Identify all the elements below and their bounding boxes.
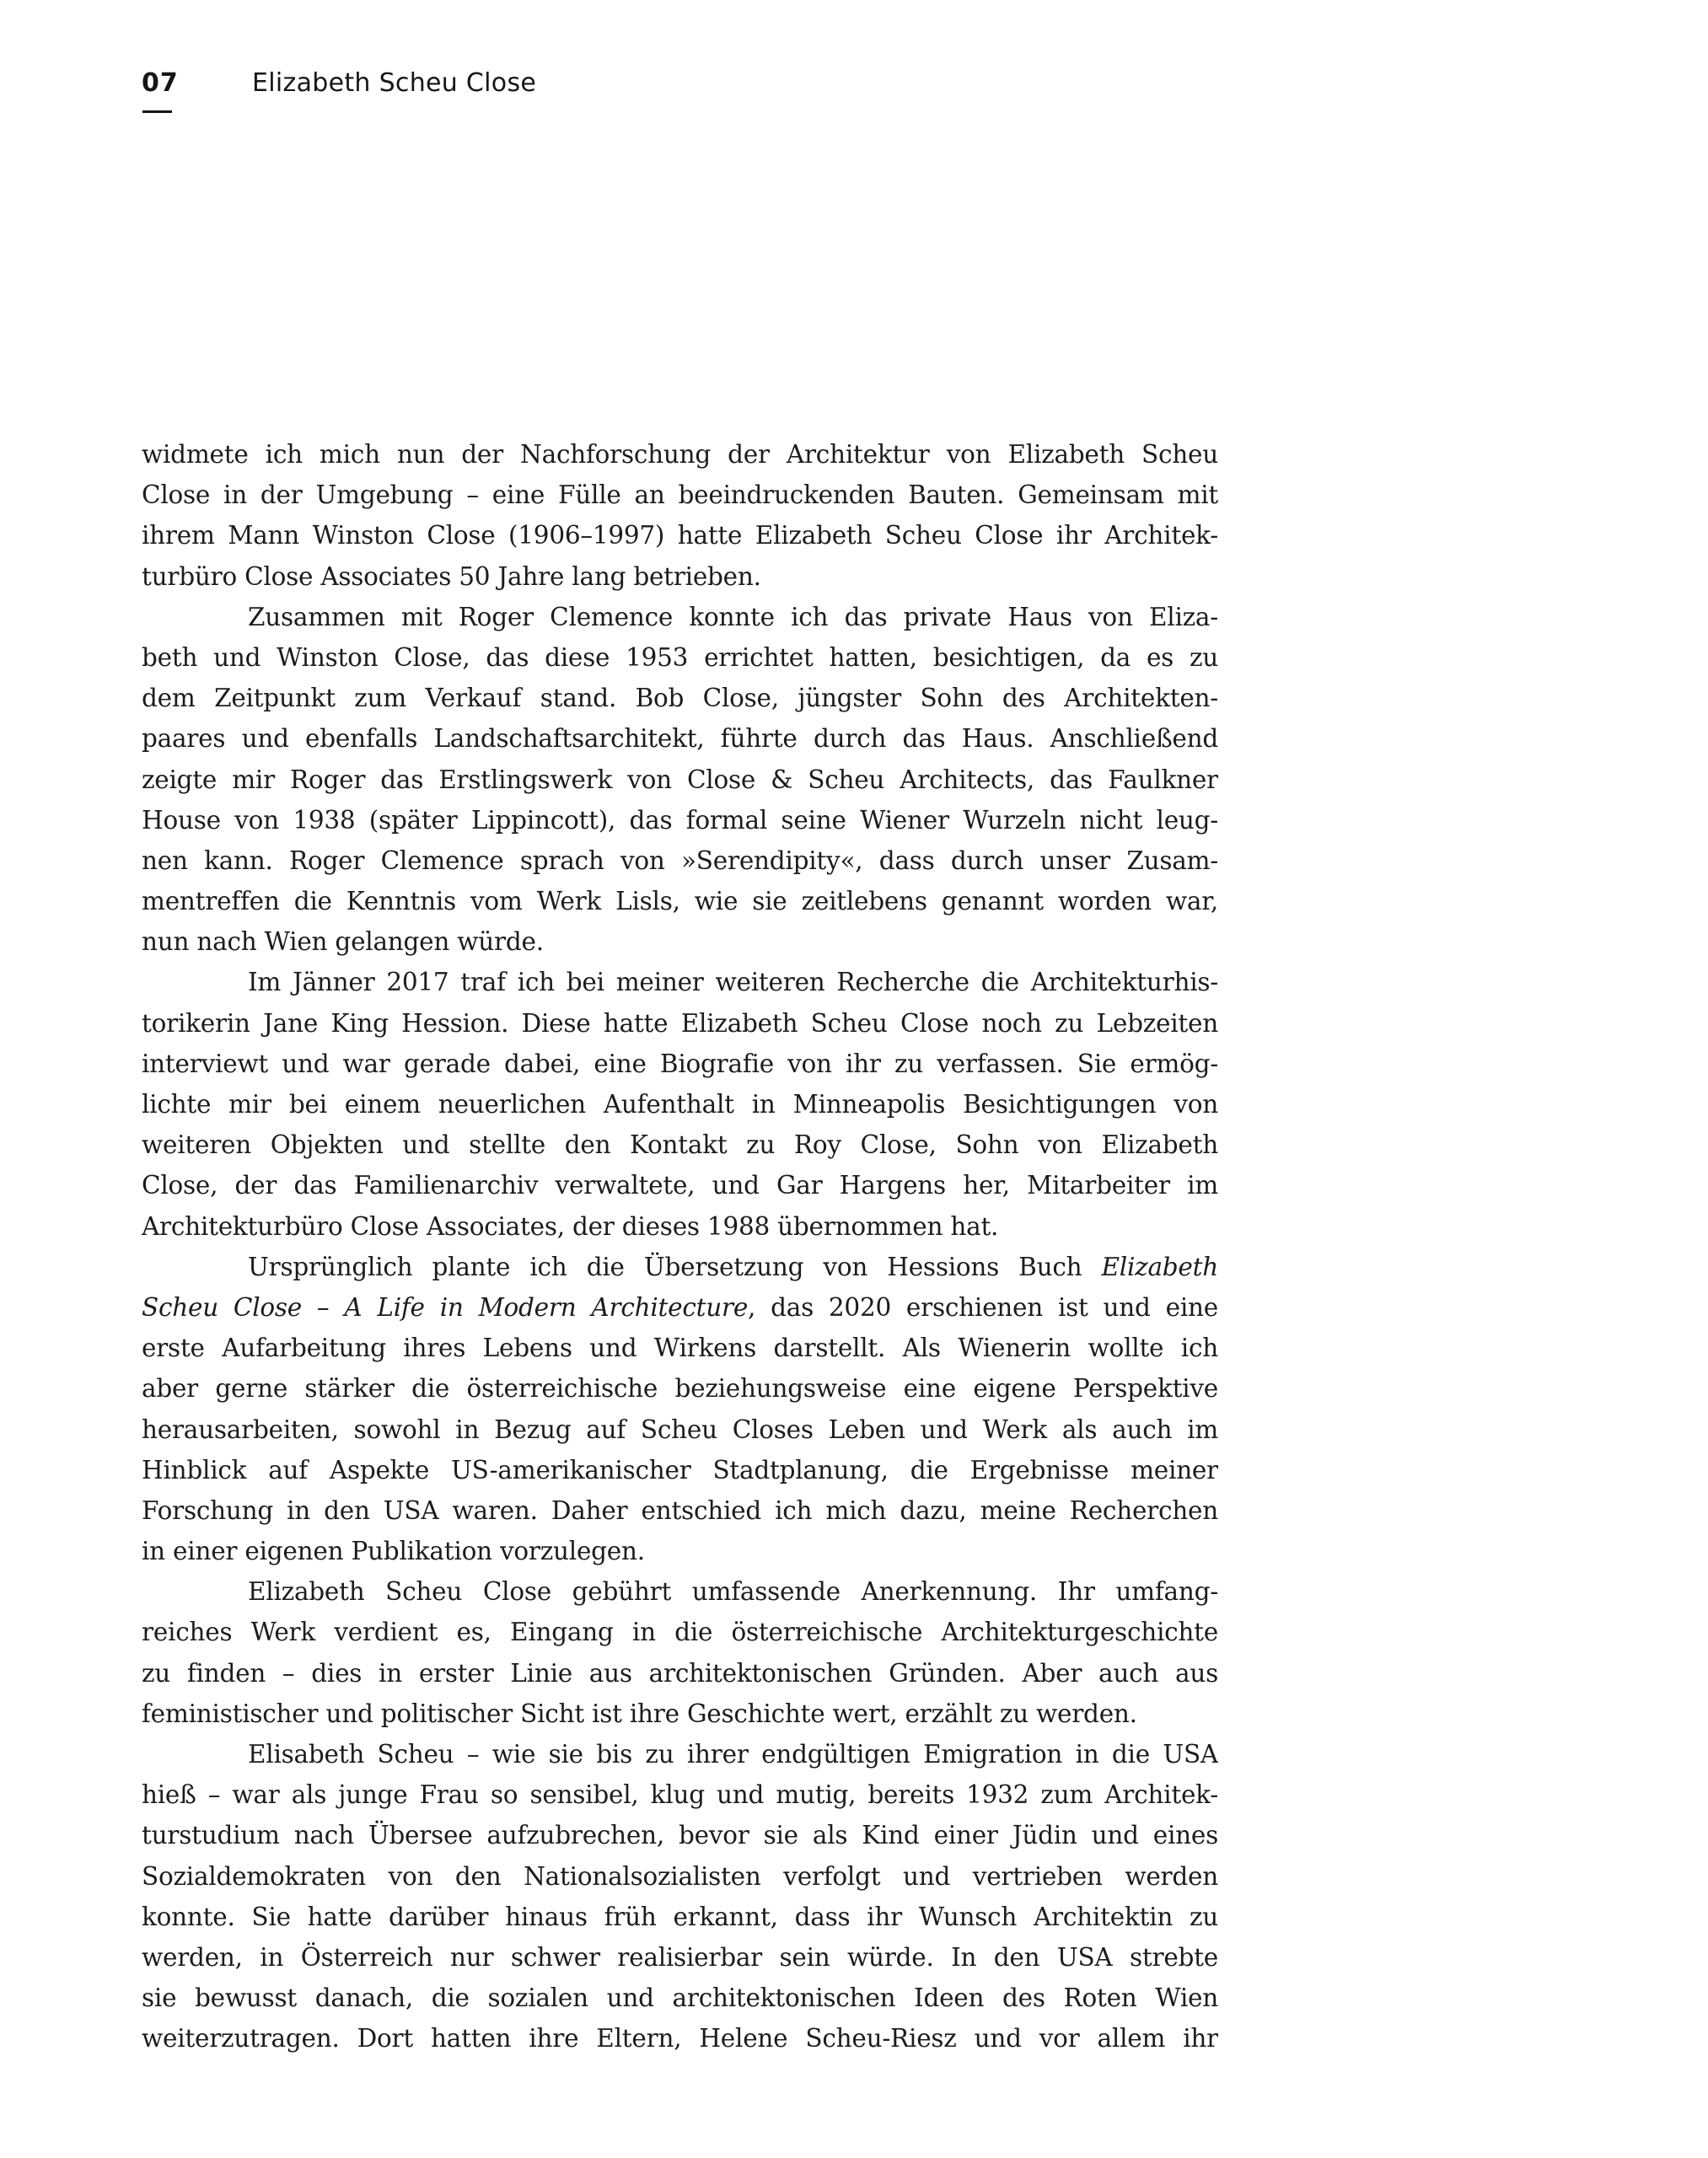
text-line <box>142 1734 1218 1774</box>
text-segment: zu finden – dies in erster Linie aus architektonischen Gründen. Aber auch aus <box>142 1658 1218 1688</box>
text-segment: reiches Werk verdient es, Eingang in die österreichische Architekturgeschichte <box>142 1618 1218 1647</box>
text-line <box>142 1003 1218 1044</box>
text-line <box>142 1815 1218 1855</box>
text-segment: torikerin Jane King Hession. Diese hatte Elizabeth Scheu Close noch zu Lebzeiten <box>142 1008 1218 1038</box>
text-line <box>142 1044 1218 1084</box>
text-line <box>142 434 1218 475</box>
text-line <box>142 840 1218 881</box>
text-segment: Sozialdemokraten von den Nationalsozialisten verfolgt und vertrieben werden <box>142 1861 1218 1891</box>
text-segment: werden, in Österreich nur schwer realisierbar sein würde. In den USA strebte <box>142 1942 1218 1972</box>
text-line <box>142 1978 1218 2018</box>
text-segment: widmete ich mich nun der Nachforschung der Architektur von Elizabeth Scheu <box>142 440 1218 469</box>
text-segment: House von 1938 (später Lippincott), das formal seine Wiener Wurzeln nicht leug- <box>142 805 1218 835</box>
text-segment: feministischer und politischer Sicht ist ihre Geschichte wert, erzählt zu werden. <box>142 1699 1137 1728</box>
text-line <box>142 1571 1218 1612</box>
text-segment: konnte. Sie hatte darüber hinaus früh erkannt, dass ihr Wunsch Architektin zu <box>142 1902 1218 1931</box>
text-line <box>142 1287 1218 1328</box>
text-segment: ihrem Mann Winston Close (1906–1997) hatte Elizabeth Scheu Close ihr Architek- <box>142 521 1218 550</box>
text-line <box>142 1856 1218 1897</box>
text-segment: turstudium nach Übersee aufzubrechen, bevor sie als Kind einer Jüdin und eines <box>142 1821 1218 1850</box>
text-segment: lichte mir bei einem neuerlichen Aufenthalt in Minneapolis Besichtigungen von <box>142 1090 1218 1119</box>
text-segment: interviewt und war gerade dabei, eine Biografie von ihr zu verfassen. Sie ermög- <box>142 1049 1218 1078</box>
text-segment: paares und ebenfalls Landschaftsarchitekt, führte durch das Haus. Anschließend <box>142 724 1218 754</box>
text-line <box>142 1084 1218 1125</box>
page-number: 07 <box>142 68 179 98</box>
text-segment: herausarbeiten, sowohl in Bezug auf Scheu Closes Leben und Werk als auch im <box>142 1415 1218 1444</box>
text-line <box>142 1165 1218 1205</box>
text-segment: Architekturbüro Close Associates, der dieses 1988 übernommen hat. <box>142 1211 999 1241</box>
text-line <box>142 475 1218 515</box>
text-line <box>142 1694 1218 1734</box>
text-segment: Elisabeth Scheu – wie sie bis zu ihrer endgültigen Emigration in die USA <box>248 1740 1218 1769</box>
text-line <box>142 1368 1218 1409</box>
text-line <box>142 597 1218 637</box>
text-segment: mentreffen die Kenntnis vom Werk Lisls, wie sie zeitlebens genannt worden war, <box>142 887 1218 916</box>
text-line <box>142 2018 1218 2059</box>
text-segment: hieß – war als junge Frau so sensibel, klug und mutig, bereits 1932 zum Architek- <box>142 1780 1218 1810</box>
text-segment: , das 2020 erschienen ist und eine <box>748 1292 1218 1322</box>
text-line <box>142 1897 1218 1937</box>
text-segment: Hinblick auf Aspekte US-amerikanischer Stadtplanung, die Ergebnisse meiner <box>142 1455 1218 1484</box>
body-text-block <box>142 434 1218 2059</box>
book-title-italic: Elizabeth <box>1101 1252 1218 1281</box>
text-segment: Close, der das Familienarchiv verwaltete, und Gar Hargens her, Mitarbeiter im <box>142 1171 1218 1200</box>
text-segment: in einer eigenen Publikation vorzulegen. <box>142 1537 645 1566</box>
text-line <box>142 1612 1218 1652</box>
book-title-italic: Scheu Close – A Life in Modern Architecture <box>142 1292 749 1322</box>
text-line <box>142 1531 1218 1571</box>
text-segment: dem Zeitpunkt zum Verkauf stand. Bob Close, jüngster Sohn des Architekten- <box>142 684 1218 713</box>
text-segment: aber gerne stärker die österreichische beziehungsweise eine eigene Perspektive <box>142 1374 1218 1404</box>
text-segment: Ursprünglich plante ich die Übersetzung von Hessions Buch <box>248 1252 1102 1281</box>
text-line <box>142 1490 1218 1531</box>
text-line <box>142 515 1218 556</box>
text-segment: weiteren Objekten und stellte den Kontakt zu Roy Close, Sohn von Elizabeth <box>142 1130 1218 1160</box>
text-segment: erste Aufarbeitung ihres Lebens und Wirkens darstellt. Als Wienerin wollte ich <box>142 1334 1218 1363</box>
text-segment: beth und Winston Close, das diese 1953 errichtet hatten, besichtigen, da es zu <box>142 642 1218 672</box>
text-line <box>142 718 1218 759</box>
text-line <box>142 881 1218 921</box>
text-segment: Im Jänner 2017 traf ich bei meiner weiteren Recherche die Architekturhis- <box>248 968 1218 997</box>
text-line <box>142 1125 1218 1165</box>
text-segment: sie bewusst danach, die sozialen und architektonischen Ideen des Roten Wien <box>142 1984 1218 2013</box>
text-segment: Elizabeth Scheu Close gebührt umfassende Anerkennung. Ihr umfang- <box>248 1577 1218 1607</box>
text-line <box>142 1937 1218 1978</box>
text-segment: nun nach Wien gelangen würde. <box>142 927 544 957</box>
text-line <box>142 921 1218 962</box>
text-segment: Close in der Umgebung – eine Fülle an beeindruckenden Bauten. Gemeinsam mit <box>142 480 1218 510</box>
text-line <box>142 1247 1218 1287</box>
chapter-title: Elizabeth Scheu Close <box>252 68 537 98</box>
text-line <box>142 1409 1218 1450</box>
text-line <box>142 760 1218 800</box>
text-line <box>142 1328 1218 1368</box>
text-line <box>142 1450 1218 1490</box>
text-segment: turbüro Close Associates 50 Jahre lang betrieben. <box>142 561 761 591</box>
text-line <box>142 962 1218 1002</box>
text-line <box>142 556 1218 597</box>
text-line <box>142 637 1218 678</box>
text-segment: Forschung in den USA waren. Daher entschied ich mich dazu, meine Recherchen <box>142 1495 1218 1525</box>
page-number-underline <box>142 110 172 113</box>
text-line <box>142 800 1218 840</box>
text-segment: Zusammen mit Roger Clemence konnte ich das private Haus von Eliza- <box>248 602 1218 631</box>
text-segment: zeigte mir Roger das Erstlingswerk von Close & Scheu Architects, das Faulkner <box>142 765 1218 794</box>
text-line <box>142 1206 1218 1247</box>
text-line <box>142 678 1218 718</box>
text-line <box>142 1774 1218 1815</box>
text-segment: weiterzutragen. Dort hatten ihre Eltern, Helene Scheu-Riesz und vor allem ihr <box>142 2024 1218 2053</box>
text-segment: nen kann. Roger Clemence sprach von »Serendipity«, dass durch unser Zusam- <box>142 845 1218 875</box>
text-line <box>142 1653 1218 1694</box>
